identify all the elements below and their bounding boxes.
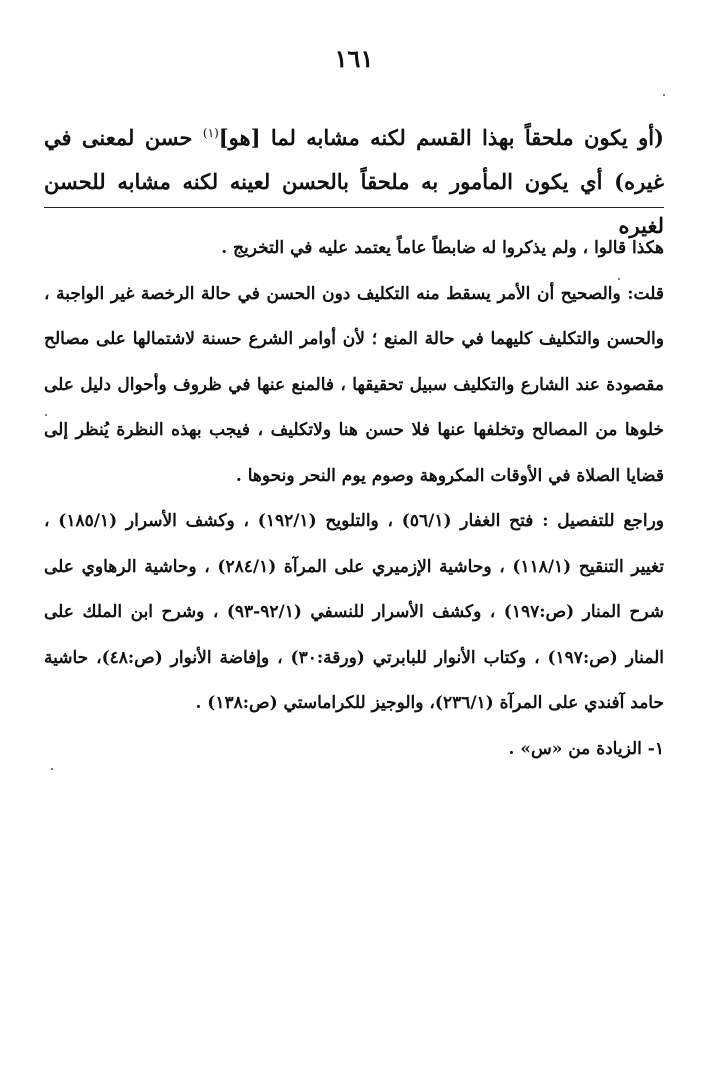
- footnote-reference: (١): [202, 126, 219, 140]
- footnote-paragraph: هكذا قالوا ، ولم يذكروا له ضابطاً عاماً يعتمد عليه في التخريج .: [221, 238, 664, 258]
- footnotes: [44, 226, 664, 772]
- footnote-paragraph: ١- الزيادة من «س» .: [508, 738, 664, 759]
- scan-speck: [45, 414, 47, 416]
- main-text-part-1: (أو يكون ملحقاً بهذا القسم لكنه مشابه لما [هو]: [218, 125, 664, 150]
- main-text-part-2: حسن لمعنى في غيره) أي يكون المأمور به ملحقاً بالحسن لعينه لكنه مشابه للحسن لغيره: [44, 125, 664, 238]
- footnote-paragraph: قلت: والصحيح أن الأمر يسقط منه التكليف دون الحسن في حالة الرخصة غير الواجبة ، والحسن والتكليف كليهما في حالة المنع ؛ لأن أوامر الشرع حسنة لاشتمالها على مصالح مقصودة عند الشارع والتكليف سبيل تحقيقها ، فالمنع عنها في ظروف وأحوال دليل على خلوها من المصالح وتخلفها عنها فلا حسن هنا ولاتكليف ، فيجب بهذه النظرة يُنظر إلى قضايا الصلاة في الأوقات المكروهة وصوم يوم النحر ونحوها .: [44, 283, 664, 486]
- page-number: ١٦١: [334, 44, 374, 73]
- scan-speck: [51, 768, 53, 770]
- scan-speck: [618, 278, 620, 280]
- scan-speck: [663, 94, 665, 96]
- footnote-paragraph: وراجع للتفصيل : فتح الغفار (٥٦/١) ، والتلويح (١٩٢/١) ، وكشف الأسرار (١٨٥/١) ، تغيير التنقيح (١١٨/١) ، وحاشية الإزميري على المرآة (٢٨٤/١) ، وحاشية الرهاوي على شرح المنار (ص:١٩٧) ، وكشف الأسرار للنسفي (٩٢/١-٩٣) ، وشرح ابن الملك على المنار (ص:١٩٧) ، وكتاب الأنوار للبابرتي (ورقة:٣٠) ، وإفاضة الأنوار (ص:٤٨)، حاشية حامد آفندي على المرآة (٢٣٦/١)، والوجيز للكراماستي (ص:١٣٨) .: [44, 511, 665, 713]
- footnote-separator: [44, 207, 664, 208]
